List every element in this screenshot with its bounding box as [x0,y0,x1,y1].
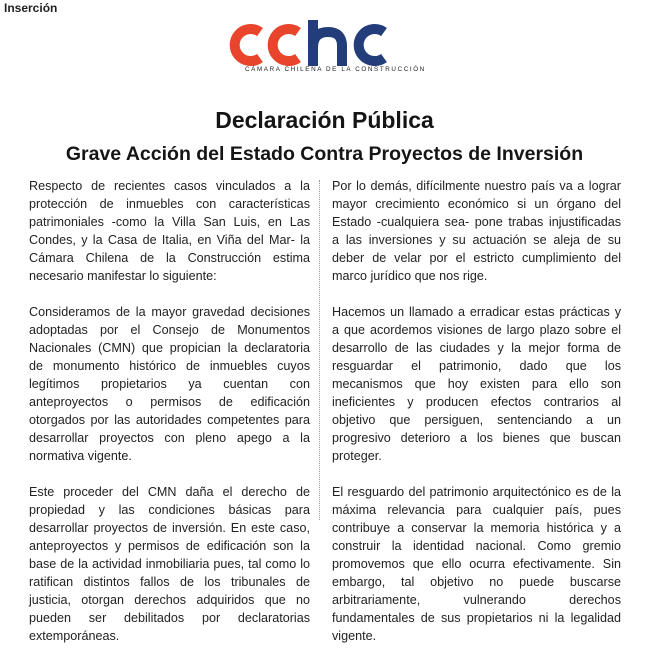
paragraph: Hacemos un llamado a erradicar estas prácticas y a que acordemos visiones de largo plazo sobre el desarrollo de las ciudades y la mejor forma de resguardar el patrimonio, dado que los mecanismos que hoy existen para ello son ineficientes y producen efectos contrarios al objetivo que persiguen, sentenciando a un progresivo deterioro a los bienes que buscan proteger. [332,305,621,463]
paragraph: El resguardo del patrimonio arquitectónico es de la máxima relevancia para cualquier país, pues contribuye a conservar la memoria histórica y a construir la identidad nacional. Como gremio promovemos que ello ocurra efectivamente. Sin embargo, tal objetivo no puede buscarse arbitrariamente, vulnerando derechos fundamentales de sus propietarios ni la legalidad vigente. [332,485,621,643]
paragraph: Consideramos de la mayor gravedad decisiones adoptadas por el Consejo de Monumentos Nacionales (CMN) que propician la declaratoria de monumento histórico de inmuebles cuyos legítimos propietarios ya cuentan con anteproyectos o permisos de edificación otorgados por las autoridades competentes para desarrollar proyectos con pleno apego a la normativa vigente. [29,305,310,463]
paragraph: Por lo demás, difícilmente nuestro país va a lograr mayor crecimiento económico si un órgano del Estado -cualquiera sea- pone trabas injustificadas a las inversiones y su actuación se aleja de su deber de velar por el estricto cumplimiento del marco jurídico que nos rige. [332,179,621,283]
paragraph: Este proceder del CMN daña el derecho de propiedad y las condiciones básicas para desarrollar proyectos de inversión. En este caso, anteproyectos y permisos de edificación son la base de la actividad inmobiliaria pues, tal como lo ratifican distintos fallos de los tribunales de justicia, otorgan derechos adquiridos que no pueden ser debilitados por declaratorias extemporáneas. [29,485,310,643]
left-column [29,177,310,663]
insertion-tag: Inserción [4,1,58,15]
right-column [332,177,621,663]
page-subtitle: Grave Acción del Estado Contra Proyectos de Inversión [65,143,584,165]
page-title: Declaración Pública [215,107,434,133]
cchc-logo-mark [220,18,420,66]
paragraph: Respecto de recientes casos vinculados a la protección de inmuebles con características patrimoniales -como la Villa San Luis, en Las Condes, y la Casa de Italia, en Viña del Mar- la Cámara Chilena de la Construcción estima necesario manifestar lo siguiente: [29,179,310,283]
column-divider [319,180,320,520]
logo-caption: CÁMARA CHILENA DE LA CONSTRUCCIÓN [245,66,426,73]
